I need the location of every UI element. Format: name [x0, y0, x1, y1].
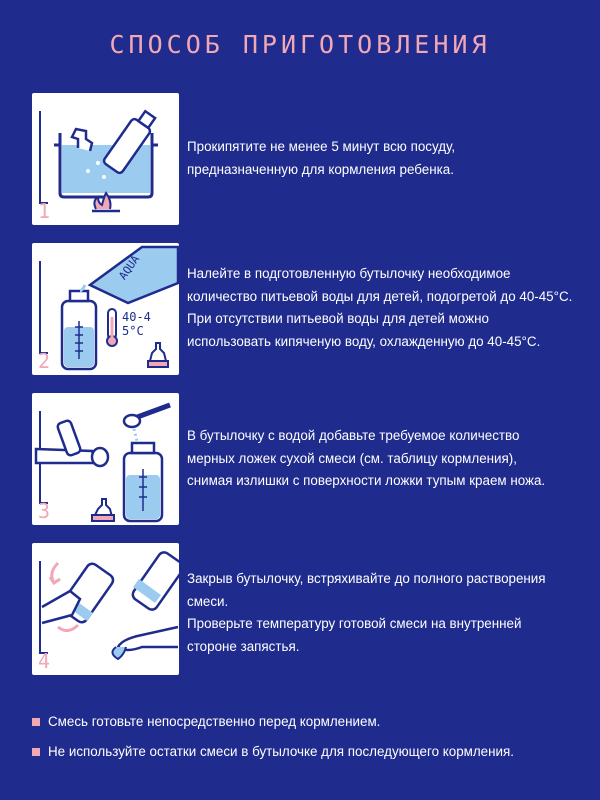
step-line: При отсутствии питьевой воды для детей можно [187, 311, 489, 326]
step-line: смеси. [187, 593, 229, 609]
shake-bottle-icon [32, 543, 179, 675]
step-4-card [32, 543, 179, 675]
note-item [32, 712, 592, 742]
bullet-square-icon [32, 718, 40, 726]
note-text: Не используйте остатки смеси в бутылочке для последующего кормления. [48, 744, 514, 759]
step-line: Налейте в подготовленную бутылочку необходимое [187, 266, 511, 281]
step-line: Проверьте температуру готовой смеси на внутренней [187, 616, 522, 631]
step-line: предназначенную для кормления ребенка. [187, 161, 454, 177]
pot-sterilization-icon [32, 93, 179, 225]
step-line: Закрыв бутылочку, встряхивайте до полного растворения [187, 571, 546, 586]
pour-water-icon [32, 243, 179, 375]
step-line: использовать кипяченую воду, охлажденную до 40-45°С. [187, 333, 541, 349]
add-formula-icon [32, 393, 179, 525]
step-3-card [32, 393, 179, 525]
step-line: В бутылочку с водой добавьте требуемое количество [187, 428, 520, 443]
step-1 [32, 93, 572, 225]
page-title: СПОСОБ ПРИГОТОВЛЕНИЯ [109, 30, 491, 59]
step-line: количество питьевой воды для детей, подогретой до 40-45°С. [187, 288, 573, 304]
note-text: Смесь готовьте непосредственно перед кормлением. [48, 714, 381, 729]
step-number: 3 [38, 499, 51, 523]
thermometer-label: 40-45°C [122, 310, 151, 338]
step-2-card [32, 243, 179, 375]
step-line: мерных ложек сухой смеси (см. таблицу кормления), [187, 450, 517, 466]
step-1-description [187, 136, 577, 181]
step-number: 1 [38, 199, 51, 223]
step-number: 2 [38, 349, 51, 373]
step-3 [32, 393, 572, 525]
step-line: Прокипятите не менее 5 минут всю посуду, [187, 139, 456, 154]
step-1-card [32, 93, 179, 225]
bullet-square-icon [32, 748, 40, 756]
step-line: стороне запястья. [187, 638, 300, 654]
step-4-description [187, 568, 577, 658]
step-4 [32, 543, 572, 675]
step-2 [32, 243, 572, 375]
step-2-description [187, 263, 577, 353]
step-3-description [187, 425, 577, 493]
step-line: снимая излишки с поверхности ложки тупым краем ножа. [187, 473, 546, 488]
bottle-label: AQUA [116, 252, 143, 283]
step-number: 4 [38, 649, 51, 673]
notes-list [32, 712, 592, 772]
note-item [32, 742, 592, 772]
